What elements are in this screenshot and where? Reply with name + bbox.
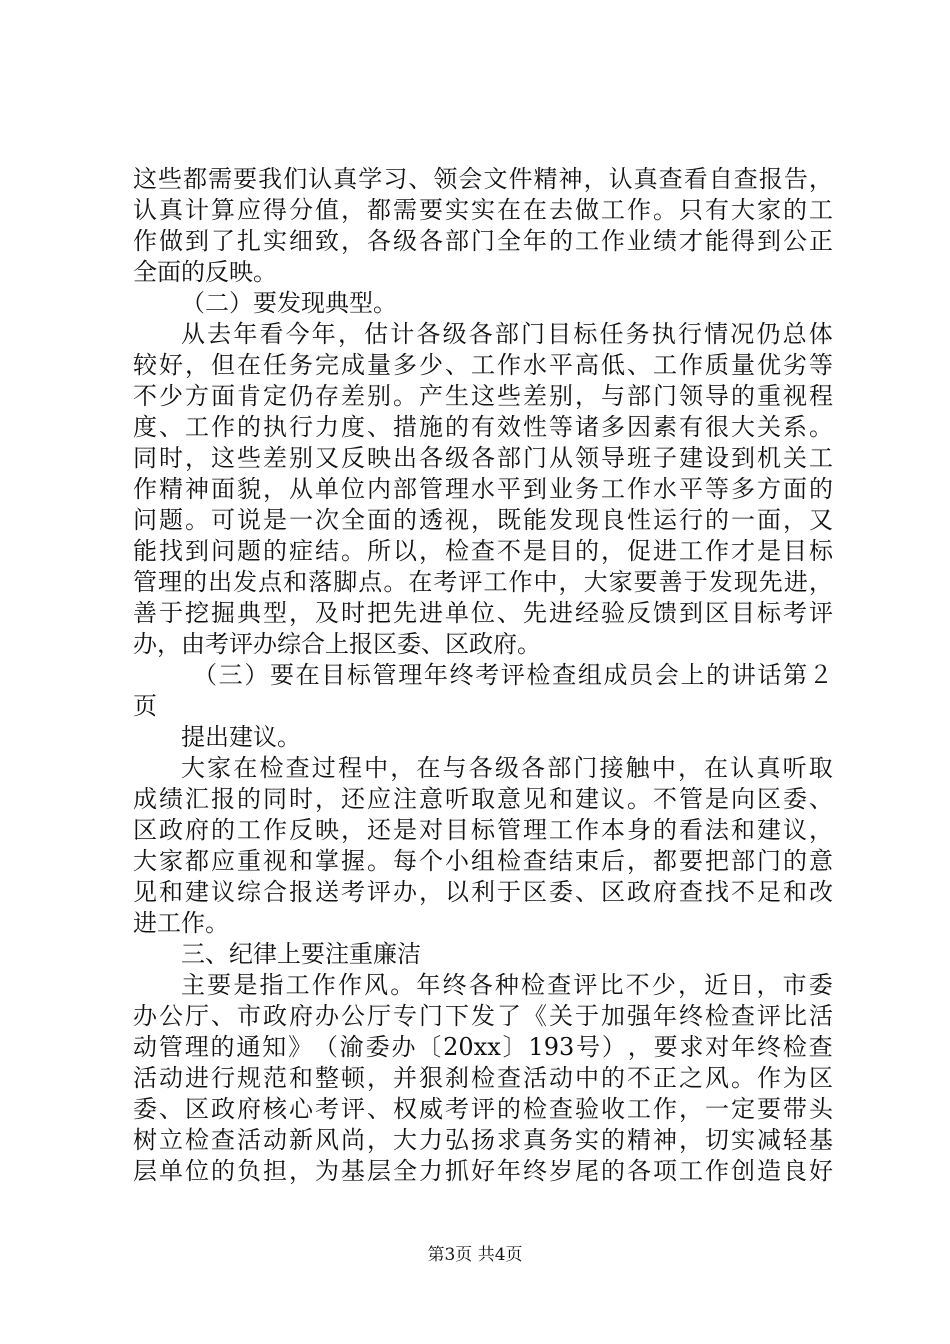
text-line: 度 、 工 作 的 执 行 力 度 、 措 施 的 有 效 性 等 诸 多 因 素 有 很 大 关 系 。 [133, 413, 833, 441]
text-line: 能 找 到 问 题 的 症 结 。 所 以 ， 检 查 不 是 目 的 ， 促 进 工 作 才 是 目 标 [133, 537, 833, 565]
section-heading: 三、纪律上要注重廉洁 [181, 940, 421, 968]
text-line: 页 [133, 692, 157, 720]
text-line: 进工作。 [133, 909, 229, 937]
text-line: 成 绩 汇 报 的 同 时 ， 还 应 注 意 听 取 意 见 和 建 议 。 不 管 是 向 区 委 、 [133, 785, 833, 813]
section-heading: （ 三 ） 要 在 目 标 管 理 年 终 考 评 检 查 组 成 员 会 上 的 讲 话 第 ２ [193, 661, 833, 689]
text-line: 认 真 计 算 应 得 分 值 ， 都 需 要 实 实 在 在 去 做 工 作 。 只 有 大 家 的 工 [133, 196, 833, 224]
text-line: 主 要 是 指 工 作 作 风 。 年 终 各 种 检 查 评 比 不 少 ， 近 日 ， 市 委 [181, 971, 833, 999]
text-line: 全面的反映。 [133, 258, 277, 286]
text-line: 活 动 进 行 规 范 和 整 顿 ， 并 狠 刹 检 查 活 动 中 的 不 正 之 风 。 作 为 区 [133, 1064, 833, 1092]
text-line: 作 精 神 面 貌 ， 从 单 位 内 部 管 理 水 平 到 业 务 工 作 水 平 等 多 方 面 的 [133, 475, 833, 503]
text-line: 这 些 都 需 要 我 们 认 真 学 习 、 领 会 文 件 精 神 ， 认 真 查 看 自 查 报 告 ， [133, 165, 833, 193]
text-line: 善 于 挖 掘 典 型 ， 及 时 把 先 进 单 位 、 先 进 经 验 反 馈 到 区 目 标 考 评 [133, 599, 833, 627]
text-line: 层 单 位 的 负 担 ， 为 基 层 全 力 抓 好 年 终 岁 尾 的 各 项 工 作 创 造 良 好 [133, 1157, 833, 1185]
text-line: 问 题 。 可 说 是 一 次 全 面 的 透 视 ， 既 能 发 现 良 性 运 行 的 一 面 ， 又 [133, 506, 833, 534]
text-line: 大 家 都 应 重 视 和 掌 握 。 每 个 小 组 检 查 结 束 后 ， 都 要 把 部 门 的 意 [133, 847, 833, 875]
text-line: 不 少 方 面 肯 定 仍 存 差 别 。 产 生 这 些 差 别 ， 与 部 门 领 导 的 重 视 程 [133, 382, 833, 410]
text-line: 委 、 区 政 府 核 心 考 评 、 权 威 考 评 的 检 查 验 收 工 作 ， 一 定 要 带 头 [133, 1095, 833, 1123]
text-line: 见 和 建 议 综 合 报 送 考 评 办 ， 以 利 于 区 委 、 区 政 府 查 找 不 足 和 改 [133, 878, 833, 906]
text-line: 管 理 的 出 发 点 和 落 脚 点 。 在 考 评 工 作 中 ， 大 家 要 善 于 发 现 先 进 ， [133, 568, 833, 596]
text-line: 从 去 年 看 今 年 ， 估 计 各 级 各 部 门 目 标 任 务 执 行 情 况 仍 总 体 [181, 320, 833, 348]
text-line: 办，由考评办综合上报区委、区政府。 [133, 630, 541, 658]
text-line: 树 立 检 查 活 动 新 风 尚 ， 大 力 弘 扬 求 真 务 实 的 精 神 ， 切 实 减 轻 基 [133, 1126, 833, 1154]
text-line: 大 家 在 检 查 过 程 中 ， 在 与 各 级 各 部 门 接 触 中 ， 在 认 真 听 取 [181, 754, 833, 782]
section-heading: （二）要发现典型。 [181, 289, 397, 317]
text-line: 区 政 府 的 工 作 反 映 ， 还 是 对 目 标 管 理 工 作 本 身 的 看 法 和 建 议 ， [133, 816, 833, 844]
document-body [133, 164, 833, 1187]
text-line: 提出建议。 [181, 723, 301, 751]
text-line: 作 做 到 了 扎 实 细 致 ， 各 级 各 部 门 全 年 的 工 作 业 绩 才 能 得 到 公 正 [133, 227, 833, 255]
text-line: 办 公 厅 、 市 政 府 办 公 厅 专 门 下 发 了 《 关 于 加 强 年 终 检 查 评 比 活 [133, 1002, 833, 1030]
page-footer: 第3页 共4页 [427, 1245, 523, 1265]
text-line: 动 管 理 的 通 知 》 （ 渝 委 办 〔 20xx 〕 193 号 ） ， 要 求 对 年 终 检 查 [133, 1033, 833, 1061]
text-line: 较 好 ， 但 在 任 务 完 成 量 多 少 、 工 作 水 平 高 低 、 工 作 质 量 优 劣 等 [133, 351, 833, 379]
text-line: 同 时 ， 这 些 差 别 又 反 映 出 各 级 各 部 门 从 领 导 班 子 建 设 到 机 关 工 [133, 444, 833, 472]
